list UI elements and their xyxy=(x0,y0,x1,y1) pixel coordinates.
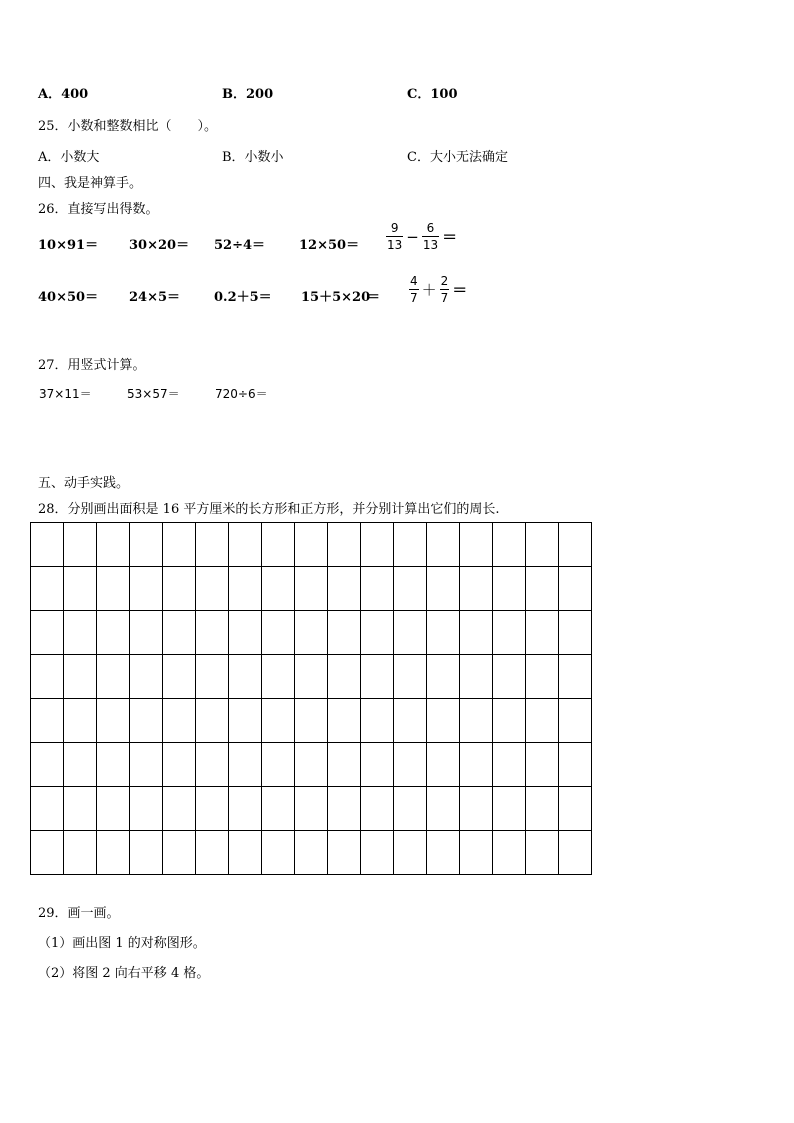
grid-row xyxy=(31,699,592,743)
grid-row xyxy=(31,611,592,655)
grid-cell[interactable] xyxy=(427,743,460,787)
grid-cell[interactable] xyxy=(295,699,328,743)
grid-cell[interactable] xyxy=(31,567,64,611)
fraction-expression xyxy=(409,275,470,304)
grid-cell[interactable] xyxy=(64,567,97,611)
grid-cell[interactable] xyxy=(97,523,130,567)
calc-item: 10×91＝ xyxy=(38,238,99,253)
grid-cell[interactable] xyxy=(394,831,427,875)
grid-row xyxy=(31,655,592,699)
grid-cell[interactable] xyxy=(493,655,526,699)
equals-sign: ＝ xyxy=(452,281,468,299)
grid-cell[interactable] xyxy=(427,655,460,699)
denominator: 13 xyxy=(387,238,403,252)
operator: − xyxy=(406,227,419,246)
grid-cell[interactable] xyxy=(559,787,592,831)
grid-cell[interactable] xyxy=(394,567,427,611)
grid-row xyxy=(31,523,592,567)
question-29-part-2: （2）将图 2 向右平移 4 格。 xyxy=(38,966,210,981)
grid-cell[interactable] xyxy=(31,611,64,655)
grid-cell[interactable] xyxy=(97,831,130,875)
grid-cell[interactable] xyxy=(295,611,328,655)
grid-cell[interactable] xyxy=(163,743,196,787)
question-28-title: 28．分别画出面积是 16 平方厘米的长方形和正方形，并分别计算出它们的周长. xyxy=(38,502,500,517)
grid-cell[interactable] xyxy=(31,655,64,699)
grid-cell[interactable] xyxy=(64,655,97,699)
grid-cell[interactable] xyxy=(163,655,196,699)
grid-cell[interactable] xyxy=(559,523,592,567)
grid-cell[interactable] xyxy=(295,567,328,611)
grid-cell[interactable] xyxy=(229,567,262,611)
operator: ＋ xyxy=(421,281,437,299)
denominator: 7 xyxy=(440,291,449,305)
grid-cell[interactable] xyxy=(559,831,592,875)
grid-cell[interactable] xyxy=(97,567,130,611)
fraction-expression xyxy=(386,222,460,251)
denominator: 13 xyxy=(422,238,439,252)
option-c: C．100 xyxy=(407,87,458,102)
calc-item: 0.2＋5＝ xyxy=(214,290,272,305)
grid-cell[interactable] xyxy=(31,831,64,875)
calc-item: 30×20＝ xyxy=(129,238,190,253)
grid-cell[interactable] xyxy=(493,523,526,567)
grid-cell[interactable] xyxy=(328,831,361,875)
grid-cell[interactable] xyxy=(64,699,97,743)
grid-cell[interactable] xyxy=(229,655,262,699)
grid-cell[interactable] xyxy=(196,699,229,743)
question-25: 25．小数和整数相比（ ）。 xyxy=(38,119,218,134)
grid-cell[interactable] xyxy=(460,523,493,567)
grid-row xyxy=(31,831,592,875)
question-29-title: 29．画一画。 xyxy=(38,906,120,921)
grid-cell[interactable] xyxy=(163,699,196,743)
grid-cell[interactable] xyxy=(196,611,229,655)
grid-cell[interactable] xyxy=(295,787,328,831)
grid-cell[interactable] xyxy=(559,567,592,611)
grid-cell[interactable] xyxy=(64,743,97,787)
option-b: B．200 xyxy=(222,87,274,102)
question-26-title: 26．直接写出得数。 xyxy=(38,202,159,217)
grid-cell[interactable] xyxy=(526,831,559,875)
grid-cell[interactable] xyxy=(361,611,394,655)
grid-cell[interactable] xyxy=(361,699,394,743)
grid-cell[interactable] xyxy=(526,655,559,699)
grid-cell[interactable] xyxy=(130,787,163,831)
grid-cell[interactable] xyxy=(427,567,460,611)
grid-cell[interactable] xyxy=(196,567,229,611)
grid-cell[interactable] xyxy=(361,523,394,567)
grid-cell[interactable] xyxy=(262,611,295,655)
grid-cell[interactable] xyxy=(64,831,97,875)
grid-cell[interactable] xyxy=(394,655,427,699)
grid-cell[interactable] xyxy=(130,831,163,875)
grid-cell[interactable] xyxy=(163,567,196,611)
fraction xyxy=(409,275,419,304)
grid-cell[interactable] xyxy=(64,611,97,655)
numerator: 6 xyxy=(426,221,435,235)
equals-sign: ＝ xyxy=(367,290,381,305)
grid-cell[interactable] xyxy=(97,787,130,831)
grid-cell[interactable] xyxy=(394,699,427,743)
grid-cell[interactable] xyxy=(526,523,559,567)
grid-cell[interactable] xyxy=(526,787,559,831)
grid-cell[interactable] xyxy=(130,523,163,567)
calc-item: 720÷6＝ xyxy=(215,387,268,401)
grid-cell[interactable] xyxy=(493,831,526,875)
grid-cell[interactable] xyxy=(196,655,229,699)
grid-cell[interactable] xyxy=(328,567,361,611)
grid-cell[interactable] xyxy=(64,787,97,831)
grid-cell[interactable] xyxy=(394,611,427,655)
grid-cell[interactable] xyxy=(64,523,97,567)
grid-cell[interactable] xyxy=(163,523,196,567)
grid-cell[interactable] xyxy=(31,523,64,567)
grid-cell[interactable] xyxy=(460,611,493,655)
section-title: 四、我是神算手。 xyxy=(38,176,143,191)
grid-cell[interactable] xyxy=(394,743,427,787)
calc-item: 37×11＝ xyxy=(39,387,92,401)
grid-cell[interactable] xyxy=(559,699,592,743)
grid-cell[interactable] xyxy=(262,523,295,567)
grid-cell[interactable] xyxy=(163,831,196,875)
grid-row xyxy=(31,743,592,787)
grid-cell[interactable] xyxy=(130,567,163,611)
calc-item: 12×50＝ xyxy=(299,238,360,253)
grid-cell[interactable] xyxy=(229,743,262,787)
grid-cell[interactable] xyxy=(229,787,262,831)
fraction xyxy=(440,275,450,304)
grid-cell[interactable] xyxy=(262,831,295,875)
calc-item: 40×50＝ xyxy=(38,290,99,305)
section-title: 五、动手实践。 xyxy=(38,476,130,491)
grid-cell[interactable] xyxy=(328,611,361,655)
grid-cell[interactable] xyxy=(295,743,328,787)
grid-cell[interactable] xyxy=(31,699,64,743)
grid-cell[interactable] xyxy=(427,523,460,567)
grid-cell[interactable] xyxy=(559,611,592,655)
question-27-title: 27．用竖式计算。 xyxy=(38,358,146,373)
grid-cell[interactable] xyxy=(460,831,493,875)
grid-cell[interactable] xyxy=(493,743,526,787)
equals-sign: ＝ xyxy=(442,228,458,246)
option-a: A．小数大 xyxy=(38,150,100,165)
grid-cell[interactable] xyxy=(262,787,295,831)
grid-cell[interactable] xyxy=(97,655,130,699)
grid-cell[interactable] xyxy=(196,743,229,787)
grid-cell[interactable] xyxy=(427,699,460,743)
grid-cell[interactable] xyxy=(394,523,427,567)
grid-cell[interactable] xyxy=(196,523,229,567)
grid-cell[interactable] xyxy=(328,787,361,831)
grid-cell[interactable] xyxy=(130,611,163,655)
grid-cell[interactable] xyxy=(328,699,361,743)
numerator: 4 xyxy=(410,274,418,288)
option-b: B．小数小 xyxy=(222,150,284,165)
grid-cell[interactable] xyxy=(394,787,427,831)
grid-cell[interactable] xyxy=(361,567,394,611)
grid-cell[interactable] xyxy=(262,567,295,611)
grid-cell[interactable] xyxy=(229,523,262,567)
grid-cell[interactable] xyxy=(493,567,526,611)
calc-item: 52÷4＝ xyxy=(214,238,266,253)
grid-cell[interactable] xyxy=(130,699,163,743)
grid-cell[interactable] xyxy=(229,611,262,655)
grid-cell[interactable] xyxy=(31,743,64,787)
grid-cell[interactable] xyxy=(328,743,361,787)
grid-cell[interactable] xyxy=(526,611,559,655)
fraction xyxy=(422,222,439,251)
grid-cell[interactable] xyxy=(97,699,130,743)
grid-cell[interactable] xyxy=(460,655,493,699)
grid-cell[interactable] xyxy=(361,787,394,831)
grid-cell[interactable] xyxy=(361,831,394,875)
grid-cell[interactable] xyxy=(328,655,361,699)
grid-cell[interactable] xyxy=(361,655,394,699)
grid-cell[interactable] xyxy=(559,743,592,787)
calc-item: 53×57＝ xyxy=(127,387,180,401)
grid-cell[interactable] xyxy=(229,699,262,743)
grid-cell[interactable] xyxy=(196,787,229,831)
grid-cell[interactable] xyxy=(361,743,394,787)
grid-cell[interactable] xyxy=(295,523,328,567)
grid-cell[interactable] xyxy=(328,523,361,567)
grid-cell[interactable] xyxy=(427,787,460,831)
grid-cell[interactable] xyxy=(526,567,559,611)
grid-cell[interactable] xyxy=(262,655,295,699)
grid-cell[interactable] xyxy=(460,567,493,611)
numerator: 2 xyxy=(440,274,449,288)
grid-cell[interactable] xyxy=(262,699,295,743)
fraction xyxy=(386,222,403,251)
numerator: 9 xyxy=(390,221,399,235)
grid-cell[interactable] xyxy=(460,743,493,787)
grid-cell[interactable] xyxy=(559,655,592,699)
question-29-part-1: （1）画出图 1 的对称图形。 xyxy=(38,936,206,951)
grid-cell[interactable] xyxy=(130,743,163,787)
grid-cell[interactable] xyxy=(295,655,328,699)
grid-row xyxy=(31,567,592,611)
calc-item: 15＋5×20 xyxy=(301,290,371,305)
grid-cell[interactable] xyxy=(493,611,526,655)
option-c: C．大小无法确定 xyxy=(407,150,508,165)
grid-cell[interactable] xyxy=(460,787,493,831)
denominator: 7 xyxy=(410,291,418,305)
grid-cell[interactable] xyxy=(526,743,559,787)
grid-row xyxy=(31,787,592,831)
grid-cell[interactable] xyxy=(97,743,130,787)
drawing-grid[interactable] xyxy=(30,522,592,875)
grid-cell[interactable] xyxy=(97,611,130,655)
grid-cell[interactable] xyxy=(196,831,229,875)
grid-cell[interactable] xyxy=(295,831,328,875)
grid-cell[interactable] xyxy=(427,831,460,875)
grid-cell[interactable] xyxy=(460,699,493,743)
option-a: A．400 xyxy=(38,87,89,102)
grid-cell[interactable] xyxy=(31,787,64,831)
grid-cell[interactable] xyxy=(163,611,196,655)
grid-cell[interactable] xyxy=(493,699,526,743)
grid-cell[interactable] xyxy=(130,655,163,699)
grid-cell[interactable] xyxy=(163,787,196,831)
calc-item: 24×5＝ xyxy=(129,290,181,305)
grid-cell[interactable] xyxy=(262,743,295,787)
grid-cell[interactable] xyxy=(229,831,262,875)
grid-cell[interactable] xyxy=(526,699,559,743)
grid-cell[interactable] xyxy=(427,611,460,655)
grid-cell[interactable] xyxy=(493,787,526,831)
